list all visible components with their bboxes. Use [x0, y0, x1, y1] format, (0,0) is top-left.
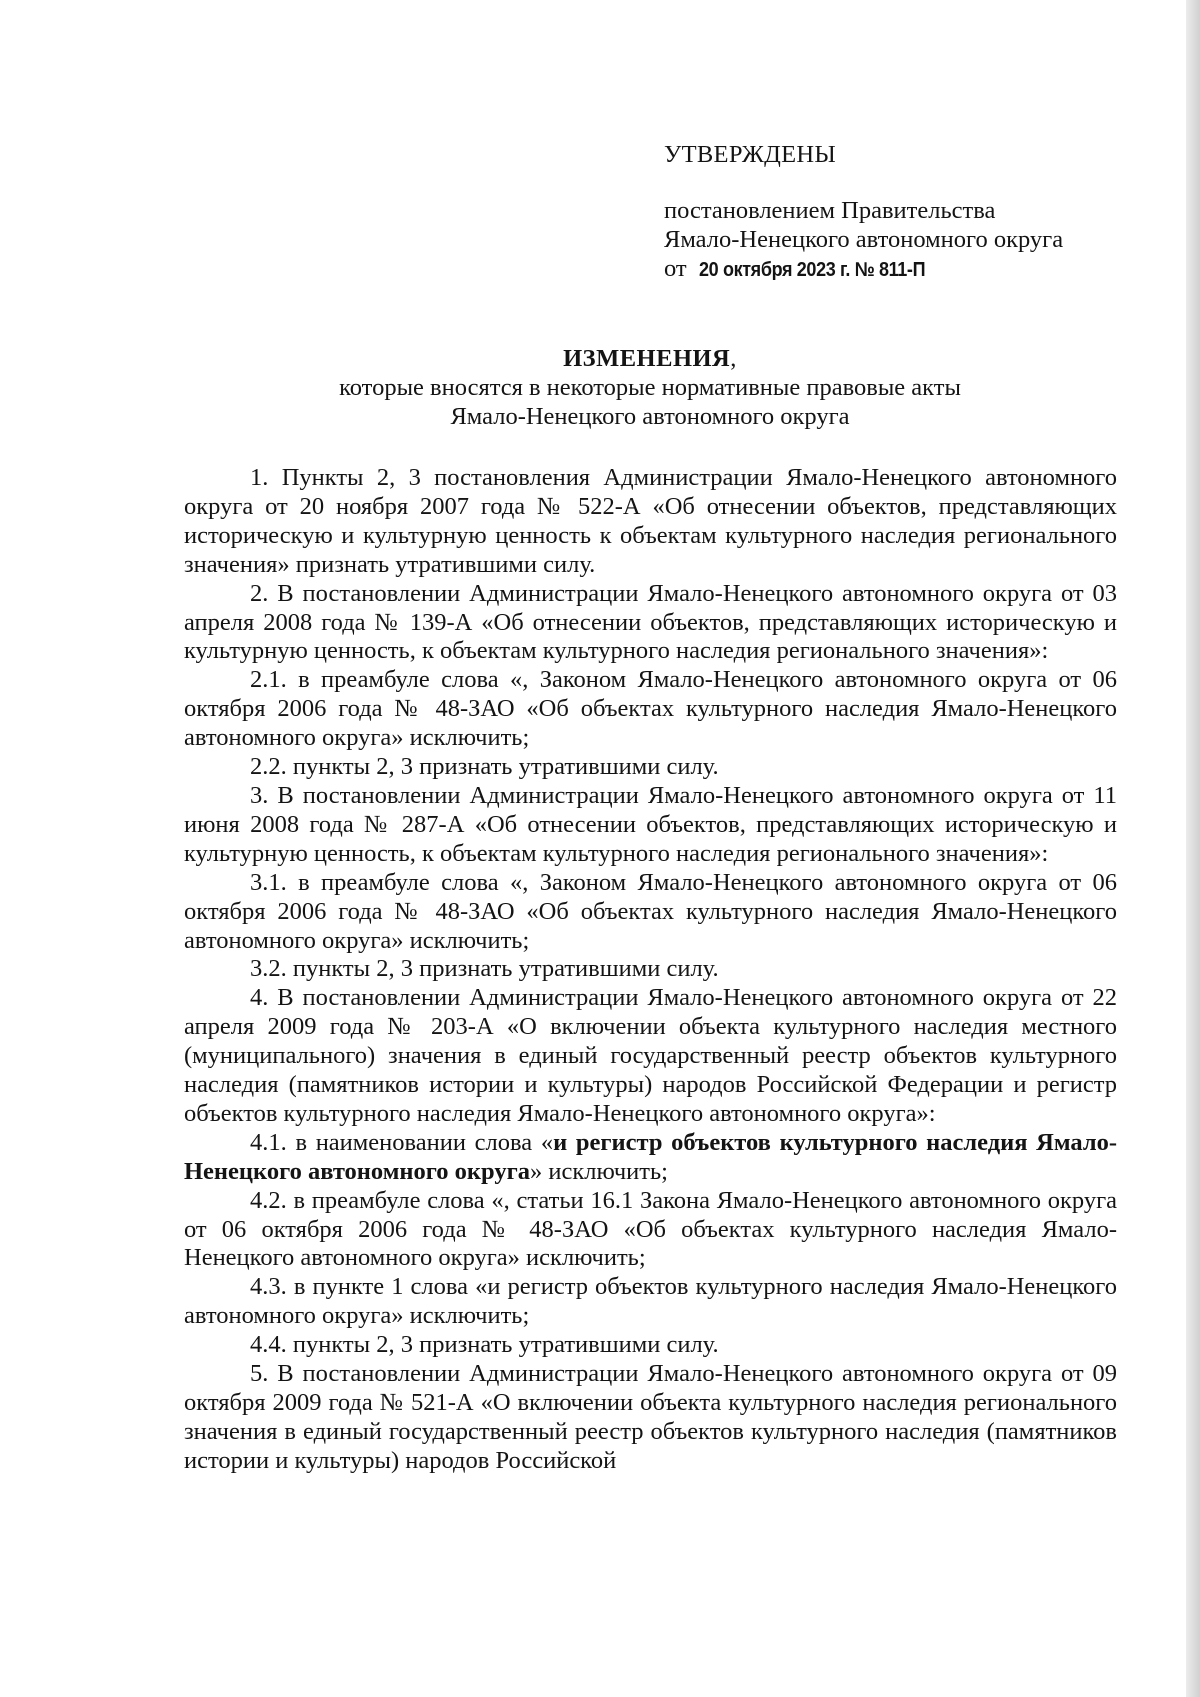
- approval-line-1: постановлением Правительства: [664, 197, 996, 224]
- paragraph-2-2: 2.2. пункты 2, 3 признать утратившими силу.: [250, 753, 719, 781]
- paragraph-4: 4. В постановлении Администрации Ямало-Ненецкого автономного округа от 22 апреля 2009 года № 203-А «О включении объекта культурного наследия местного (муниципального) значения в единый государственный реестр объектов культурного наследия (памятников истории и культуры) народов Российской Федерации и регистр объектов культурного наследия Ямало-Ненецкого автономного округа»:: [184, 984, 1117, 1127]
- paragraph-5: 5. В постановлении Администрации Ямало-Ненецкого автономного округа от 09 октября 2009 года № 521-А «О включении объекта культурного наследия регионального значения в единый государственный реестр объектов культурного наследия (памятников истории и культуры) народов Российской: [184, 1360, 1117, 1474]
- document-title: [184, 344, 1116, 373]
- paragraph-4-1-pre: 4.1. в наименовании слова «: [250, 1128, 554, 1156]
- document-title-text: ИЗМЕНЕНИЯ: [563, 345, 731, 372]
- paragraph-4-2: 4.2. в преамбуле слова «, статьи 16.1 Закона Ямало-Ненецкого автономного округа от 06 октября 2006 года № 48-ЗАО «Об объектах культурного наследия Ямало-Ненецкого автономного округа» исключить;: [184, 1186, 1117, 1272]
- paragraph-3-1: 3.1. в преамбуле слова «, Законом Ямало-Ненецкого автономного округа от 06 октября 2006 года № 48-ЗАО «Об объектах культурного наследия Ямало-Ненецкого автономного округа» исключить;: [184, 868, 1117, 954]
- paragraph-4-1-bold: и регистр объектов культурного наследия Ямало-Ненецкого автономного округа: [184, 1128, 1117, 1185]
- paragraph-2-1: 2.1. в преамбуле слова «, Законом Ямало-Ненецкого автономного округа от 06 октября 2006 года № 48-ЗАО «Об объектах культурного наследия Ямало-Ненецкого автономного округа» исключить;: [184, 666, 1117, 752]
- document-subtitle-1: которые вносятся в некоторые нормативные правовые акты: [339, 374, 961, 401]
- approval-date-line: [664, 254, 1134, 285]
- paragraph-3-2: 3.2. пункты 2, 3 признать утратившими силу.: [250, 955, 719, 983]
- approval-line-2: Ямало-Ненецкого автономного округа: [664, 226, 1064, 253]
- document-title-suffix: ,: [730, 345, 737, 372]
- paragraph-4-1-post: » исключить;: [529, 1157, 668, 1185]
- document-subtitle-2: Ямало-Ненецкого автономного округа: [450, 403, 850, 430]
- paragraph-3: 3. В постановлении Администрации Ямало-Ненецкого автономного округа от 11 июня 2008 года № 287-А «Об отнесении объектов, представляющих историческую и культурную ценность, к объектам культурного наследия регионального значения»:: [184, 781, 1117, 867]
- page-edge: [1186, 0, 1200, 1697]
- approved-label: УТВЕРЖДЕНЫ: [664, 141, 837, 168]
- document-heading: [184, 344, 1116, 431]
- document-body: [184, 464, 1117, 1476]
- approval-date-number: 20 октября 2023 г. № 811-П: [698, 259, 926, 281]
- paragraph-4-3: 4.3. в пункте 1 слова «и регистр объектов культурного наследия Ямало-Ненецкого автономного округа» исключить;: [184, 1273, 1117, 1330]
- approval-date-prefix: от: [664, 255, 687, 282]
- paragraph-4-1: [184, 1129, 1117, 1187]
- approval-block: [664, 140, 1134, 285]
- paragraph-4-4: 4.4. пункты 2, 3 признать утратившими силу.: [250, 1331, 719, 1359]
- paragraph-2: 2. В постановлении Администрации Ямало-Ненецкого автономного округа от 03 апреля 2008 года № 139-А «Об отнесении объектов, представляющих историческую и культурную ценность, к объектам культурного наследия регионального значения»:: [184, 579, 1117, 665]
- paragraph-1: 1. Пункты 2, 3 постановления Администрации Ямало-Ненецкого автономного округа от 20 ноября 2007 года № 522-А «Об отнесении объектов, представляющих историческую и культурную ценность к объектам культурного наследия регионального значения» признать утратившими силу.: [184, 464, 1117, 578]
